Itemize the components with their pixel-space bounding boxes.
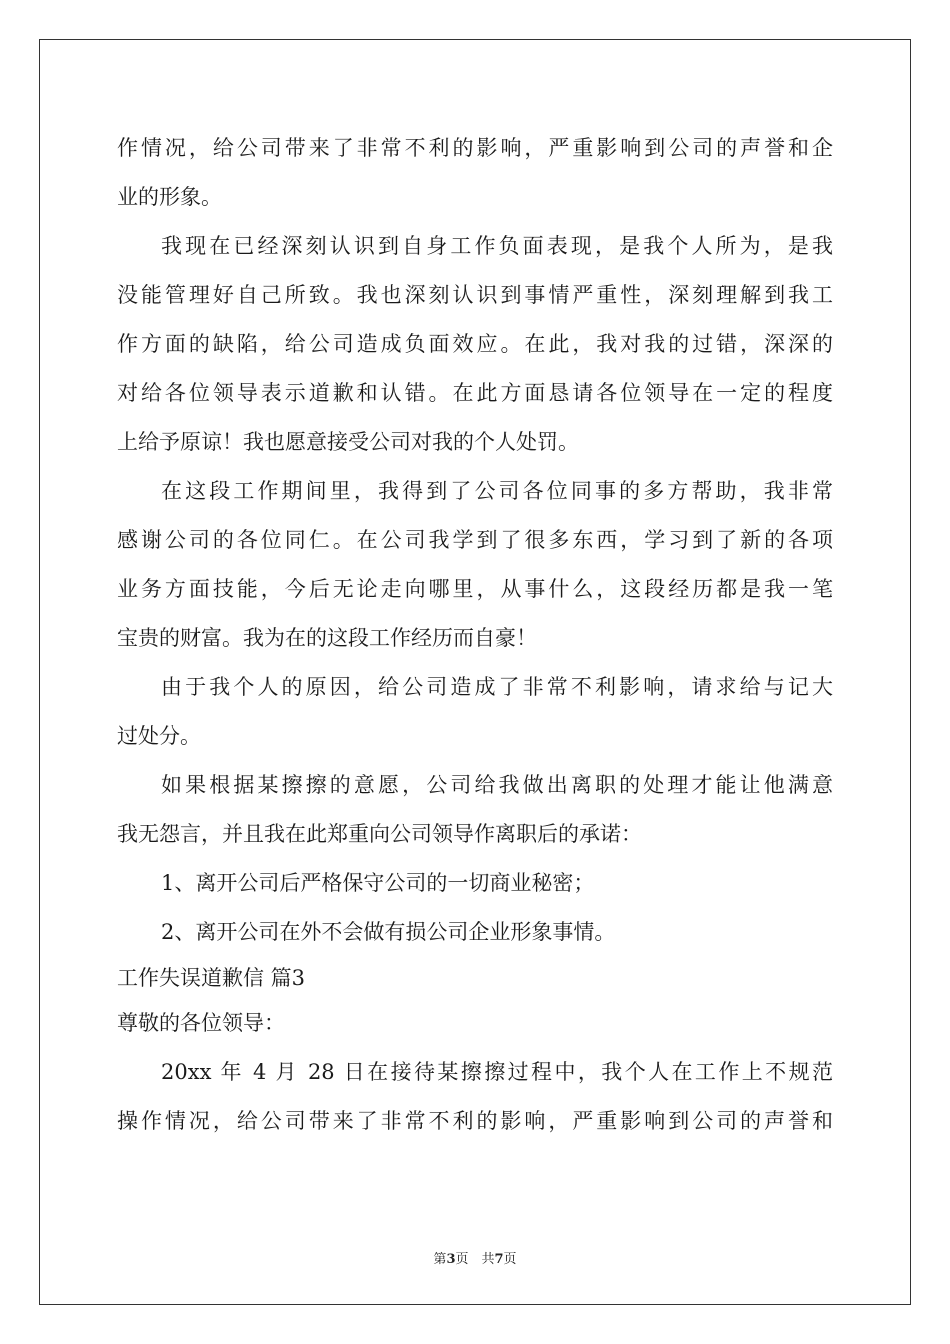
paragraph-line: 业的形象。	[117, 185, 222, 209]
paragraph-line: 作情况，给公司带来了非常不利的影响，严重影响到公司的声誉和企	[117, 136, 833, 160]
paragraph-line: 我现在已经深刻认识到自身工作负面表现，是我个人所为，是我	[161, 234, 833, 258]
page-total: 7	[494, 1252, 504, 1267]
paragraph-line: 业务方面技能，今后无论走向哪里，从事什么，这段经历都是我一笔	[117, 577, 833, 601]
paragraph-line: 对给各位领导表示道歉和认错。在此方面恳请各位领导在一定的程度	[117, 381, 833, 405]
paragraph-line: 我无怨言，并且我在此郑重向公司领导作离职后的承诺：	[117, 822, 642, 846]
list-item: 2、离开公司在外不会做有损公司企业形象事情。	[161, 920, 616, 944]
page-footer	[0, 1248, 950, 1267]
page-current: 3	[446, 1252, 456, 1267]
document-body	[117, 124, 833, 1146]
paragraph-line: 20xx 年 4 月 28 日在接待某擦擦过程中，我个人在工作上不规范	[161, 1060, 833, 1084]
page-prefix: 第	[433, 1252, 447, 1267]
paragraph-line: 没能管理好自己所致。我也深刻认识到事情严重性，深刻理解到我工	[117, 283, 833, 307]
paragraph-line: 宝贵的财富。我为在的这段工作经历而自豪！	[117, 626, 537, 650]
paragraph-line: 感谢公司的各位同仁。在公司我学到了很多东西，学习到了新的各项	[117, 528, 833, 552]
paragraph-line: 操作情况，给公司带来了非常不利的影响，严重影响到公司的声誉和	[117, 1109, 833, 1133]
section-heading: 工作失误道歉信 篇3	[117, 966, 306, 990]
list-item: 1、离开公司后严格保守公司的一切商业秘密；	[161, 871, 595, 895]
paragraph-line: 过处分。	[117, 724, 201, 748]
page-mid: 页 共	[455, 1252, 495, 1267]
paragraph-line: 在这段工作期间里，我得到了公司各位同事的多方帮助，我非常	[161, 479, 833, 503]
paragraph-line: 作方面的缺陷，给公司造成负面效应。在此，我对我的过错，深深的	[117, 332, 833, 356]
paragraph-line: 如果根据某擦擦的意愿，公司给我做出离职的处理才能让他满意	[161, 773, 833, 797]
page-suffix: 页	[503, 1252, 517, 1267]
salutation: 尊敬的各位领导：	[117, 1011, 285, 1035]
paragraph-line: 由于我个人的原因，给公司造成了非常不利影响，请求给与记大	[161, 675, 833, 699]
paragraph-line: 上给予原谅！我也愿意接受公司对我的个人处罚。	[117, 430, 579, 454]
